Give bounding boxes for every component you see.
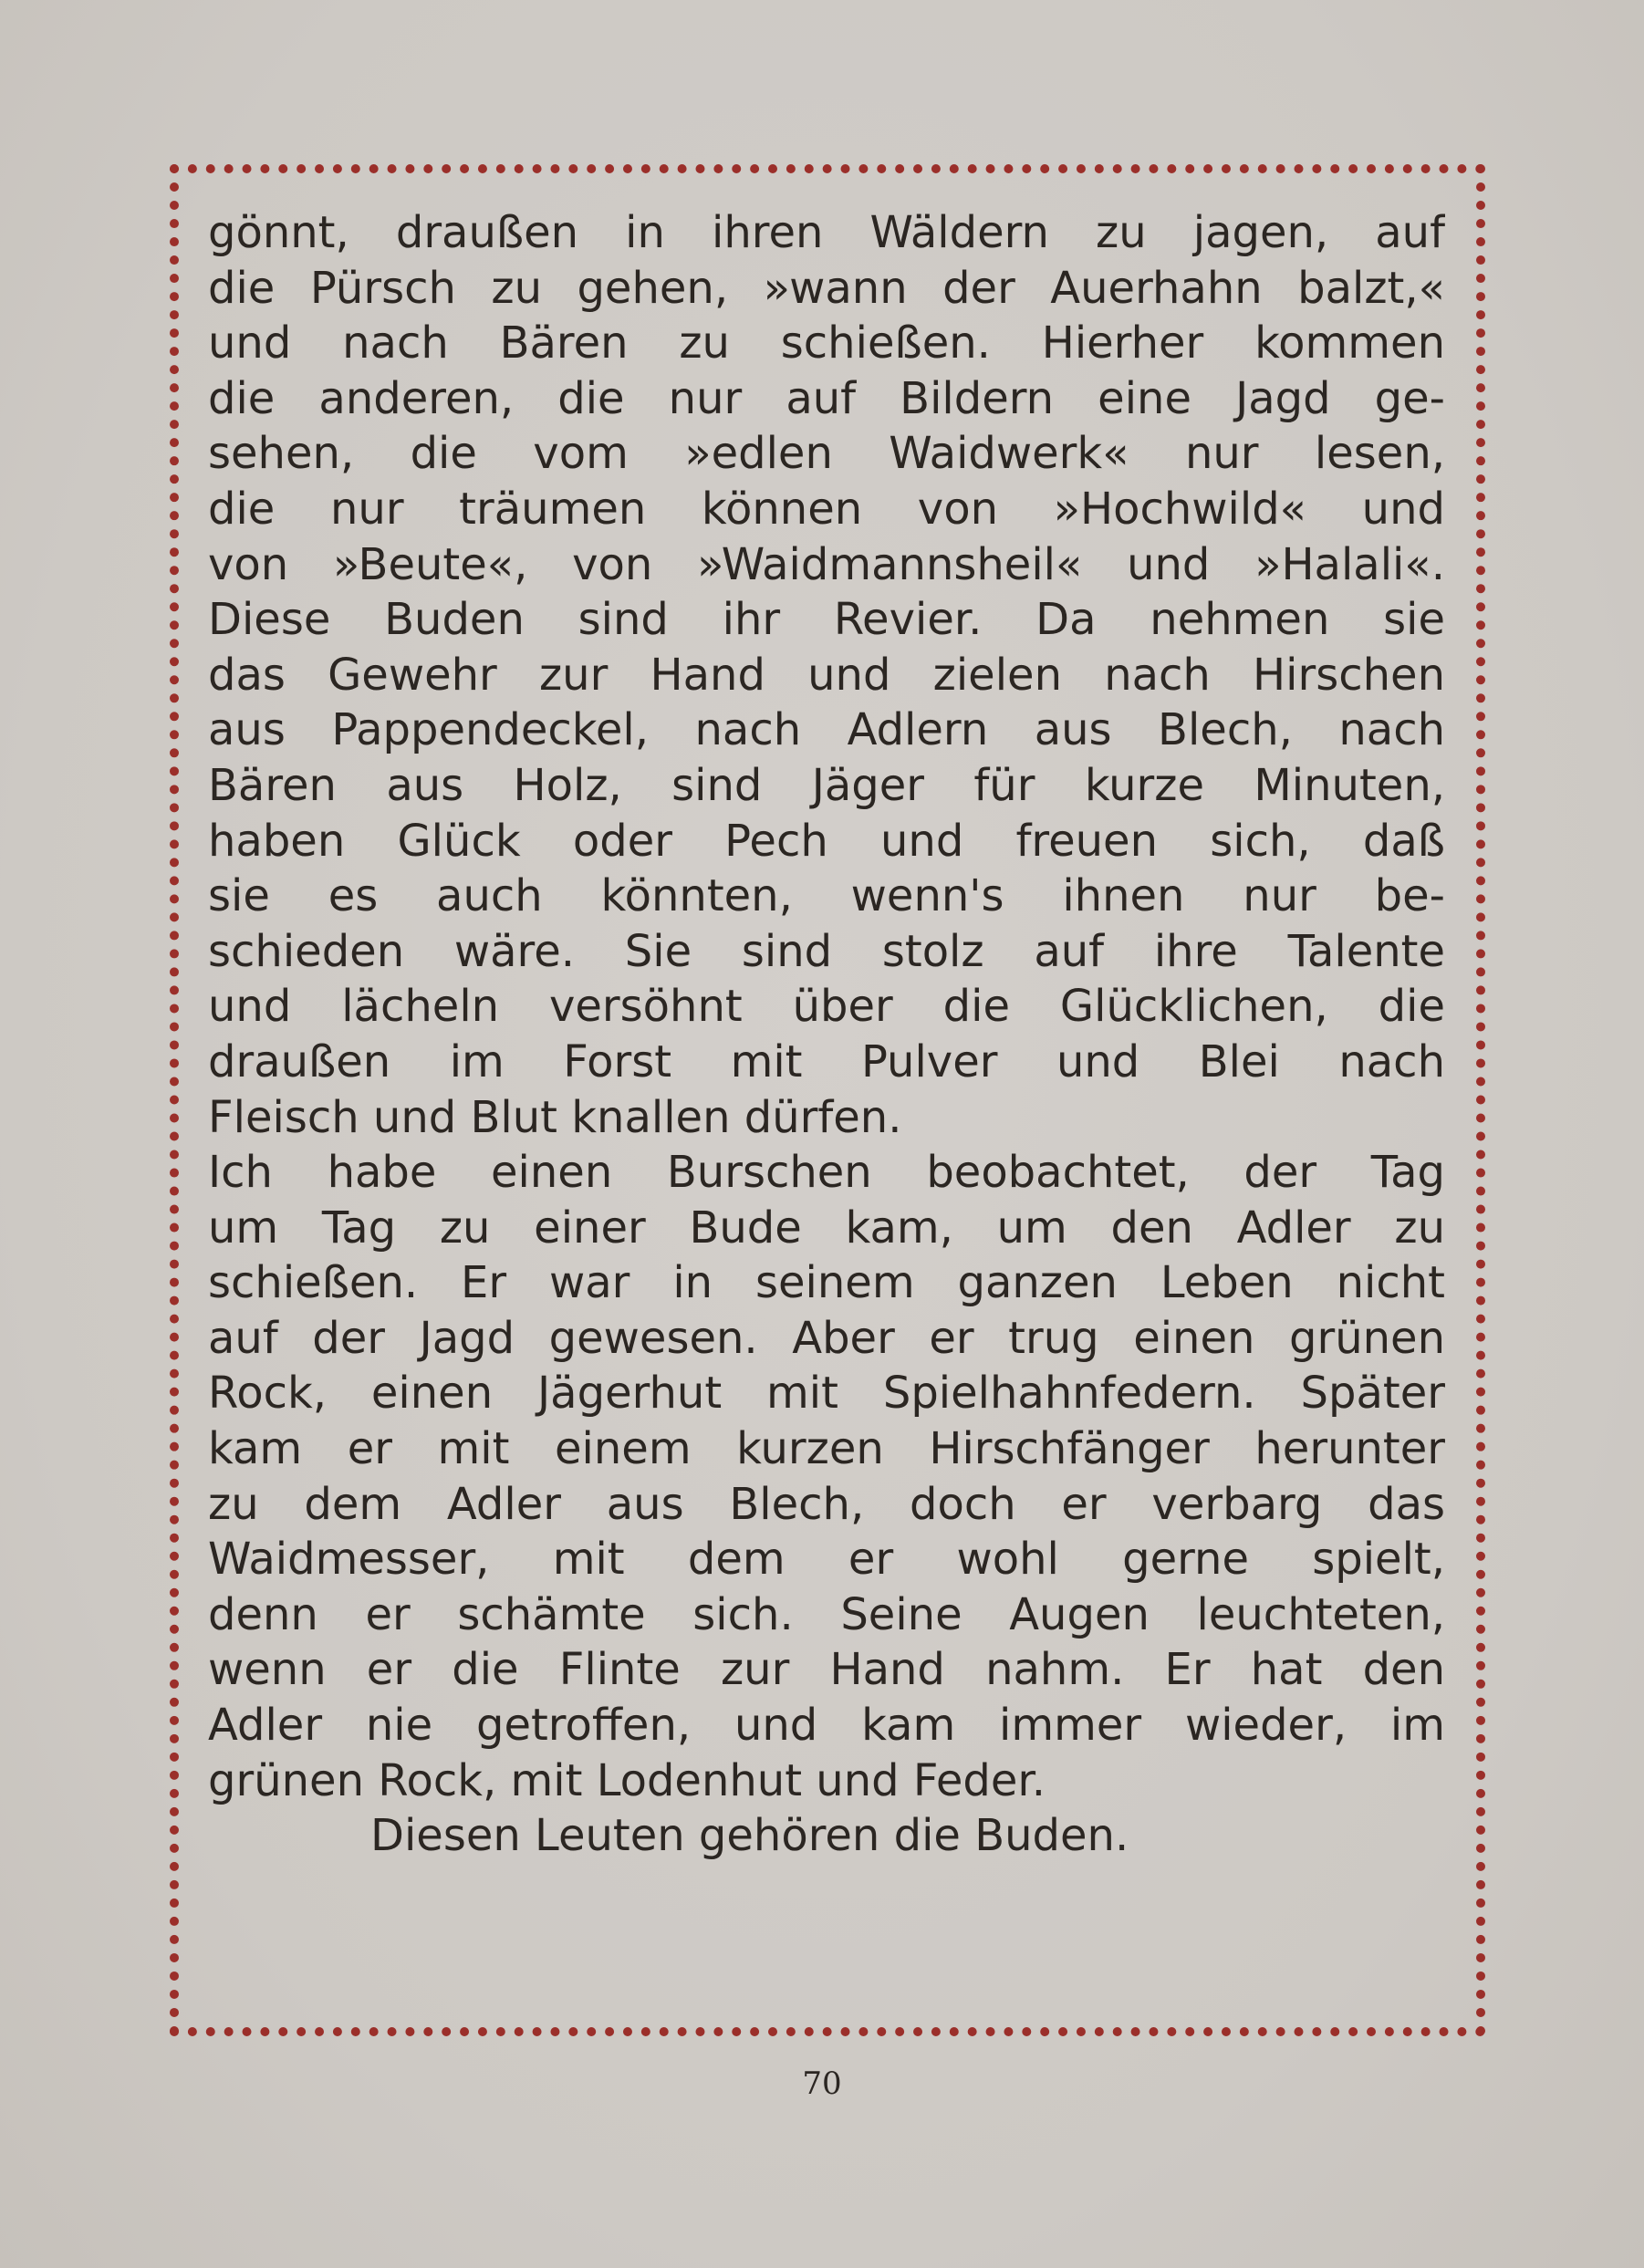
- text-line: kam er mit einem kurzen Hirschfänger herunter: [208, 1423, 1445, 1475]
- text-line: das Gewehr zur Hand und zielen nach Hirschen: [208, 649, 1445, 701]
- text-line: Fleisch und Blut knallen dürfen.: [208, 1091, 902, 1143]
- text-line: denn er schämte sich. Seine Augen leuchteten,: [208, 1588, 1445, 1640]
- text-line: Ich habe einen Burschen beobachtet, der Tag: [208, 1147, 1445, 1199]
- text-line: wenn er die Flinte zur Hand nahm. Er hat den: [208, 1644, 1445, 1696]
- body-text: [208, 205, 1445, 1864]
- text-line: Bären aus Holz, sind Jäger für kurze Minuten,: [208, 759, 1445, 811]
- text-line: Diese Buden sind ihr Revier. Da nehmen sie: [208, 594, 1445, 646]
- text-line: auf der Jagd gewesen. Aber er trug einen grünen: [208, 1312, 1445, 1364]
- page-number: 70: [802, 2065, 842, 2102]
- text-line: und nach Bären zu schießen. Hierher kommen: [208, 317, 1445, 369]
- text-line: die Pürsch zu gehen, »wann der Auerhahn balzt,«: [208, 262, 1445, 314]
- closing-line: Diesen Leuten gehören die Buden.: [370, 1810, 1129, 1862]
- paragraph-1: [208, 205, 1445, 1145]
- text-line: sehen, die vom »edlen Waidwerk« nur lesen,: [208, 428, 1445, 480]
- text-line: gönnt, draußen in ihren Wäldern zu jagen, auf: [208, 207, 1445, 258]
- text-line: grünen Rock, mit Lodenhut und Feder.: [208, 1754, 1046, 1806]
- text-line: haben Glück oder Pech und freuen sich, daß: [208, 815, 1445, 867]
- text-line: Waidmesser, mit dem er wohl gerne spielt,: [208, 1534, 1445, 1586]
- text-line: um Tag zu einer Bude kam, um den Adler zu: [208, 1202, 1445, 1254]
- text-line: die nur träumen können von »Hochwild« und: [208, 483, 1445, 535]
- paragraph-2: [208, 1145, 1445, 1808]
- text-line: schießen. Er war in seinem ganzen Leben nicht: [208, 1257, 1445, 1309]
- text-line: zu dem Adler aus Blech, doch er verbarg das: [208, 1478, 1445, 1530]
- paragraph-3: [208, 1808, 1445, 1864]
- text-line: Rock, einen Jägerhut mit Spielhahnfedern. Später: [208, 1368, 1445, 1420]
- text-line: schieden wäre. Sie sind stolz auf ihre Talente: [208, 925, 1445, 977]
- text-line: die anderen, die nur auf Bildern eine Jagd ge-: [208, 372, 1445, 424]
- text-line: draußen im Forst mit Pulver und Blei nach: [208, 1035, 1445, 1087]
- text-line: und lächeln versöhnt über die Glücklichen, die: [208, 981, 1445, 1033]
- text-line: sie es auch könnten, wenn's ihnen nur be-: [208, 870, 1445, 922]
- text-line: von »Beute«, von »Waidmannsheil« und »Halali«.: [208, 538, 1445, 590]
- text-line: aus Pappendeckel, nach Adlern aus Blech, nach: [208, 704, 1445, 756]
- text-line: Adler nie getroffen, und kam immer wieder, im: [208, 1700, 1445, 1752]
